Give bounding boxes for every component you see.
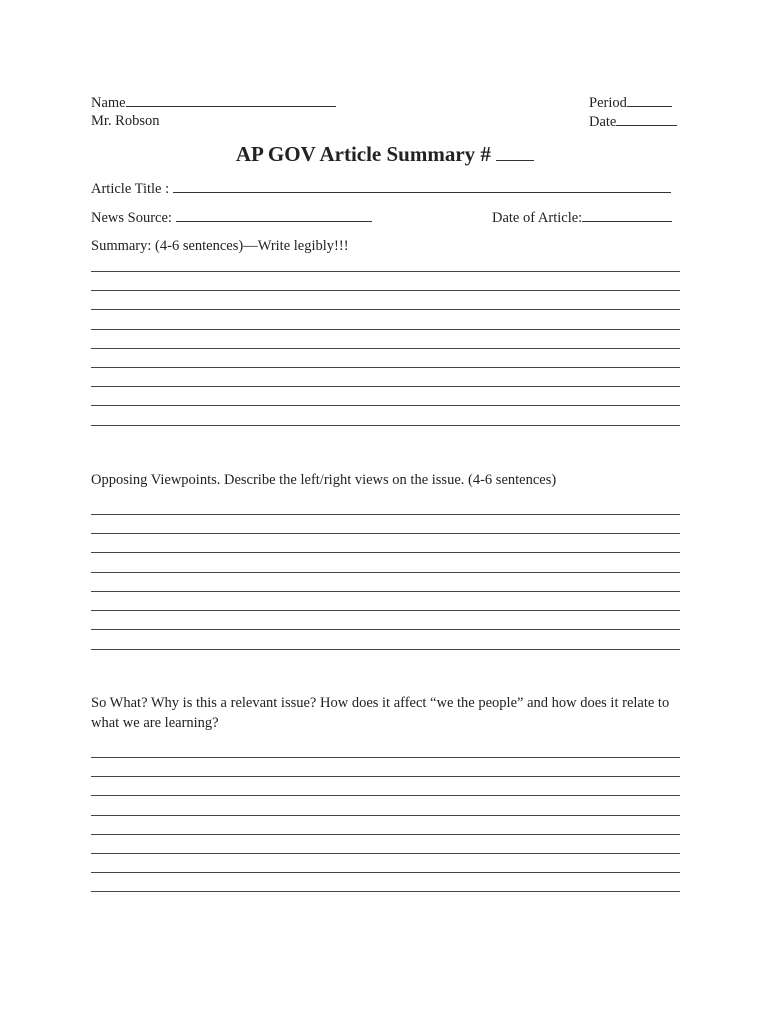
teacher-name: Mr. Robson (91, 113, 160, 129)
so-what-line[interactable] (91, 776, 680, 777)
article-title-blank[interactable] (173, 179, 671, 193)
summary-line[interactable] (91, 271, 680, 272)
period-field[interactable] (589, 93, 672, 112)
news-source-label: News Source: (91, 210, 172, 226)
summary-line[interactable] (91, 348, 680, 349)
summary-line[interactable] (91, 290, 680, 291)
news-source-field[interactable] (91, 208, 372, 227)
news-source-blank[interactable] (176, 208, 372, 222)
summary-line[interactable] (91, 425, 680, 426)
summary-line[interactable] (91, 329, 680, 330)
summary-line[interactable] (91, 367, 680, 368)
so-what-line[interactable] (91, 853, 680, 854)
opposing-line[interactable] (91, 552, 680, 553)
opposing-line[interactable] (91, 591, 680, 592)
so-what-prompt: So What? Why is this a relevant issue? How does it affect “we the people” and how does it relate to what we are learning? (91, 695, 670, 731)
opposing-viewpoints-prompt: Opposing Viewpoints. Describe the left/right views on the issue. (4-6 sentences) (91, 472, 557, 488)
period-label: Period (589, 95, 627, 111)
date-of-article-blank[interactable] (582, 208, 672, 222)
date-blank[interactable] (616, 112, 677, 126)
so-what-line[interactable] (91, 795, 680, 796)
date-of-article-label: Date of Article: (492, 210, 583, 226)
opposing-line[interactable] (91, 629, 680, 630)
opposing-line[interactable] (91, 533, 680, 534)
so-what-line[interactable] (91, 815, 680, 816)
name-label: Name (91, 95, 126, 111)
so-what-line[interactable] (91, 872, 680, 873)
summary-line[interactable] (91, 386, 680, 387)
summary-prompt: Summary: (4-6 sentences)—Write legibly!!! (91, 238, 349, 254)
name-field[interactable] (91, 93, 336, 112)
article-title-field[interactable] (91, 179, 671, 198)
so-what-line[interactable] (91, 891, 680, 892)
date-field[interactable] (589, 112, 677, 131)
so-what-line[interactable] (91, 757, 680, 758)
date-of-article-field[interactable] (492, 208, 672, 227)
summary-number-blank[interactable] (496, 143, 534, 161)
page-title-text: AP GOV Article Summary # (235, 142, 491, 166)
opposing-line[interactable] (91, 649, 680, 650)
article-title-label: Article Title : (91, 181, 170, 197)
period-blank[interactable] (627, 93, 672, 107)
opposing-line[interactable] (91, 610, 680, 611)
so-what-line[interactable] (91, 834, 680, 835)
page-title (0, 142, 770, 167)
summary-line[interactable] (91, 309, 680, 310)
name-blank[interactable] (126, 93, 336, 107)
date-label: Date (589, 114, 617, 130)
summary-line[interactable] (91, 405, 680, 406)
opposing-line[interactable] (91, 514, 680, 515)
opposing-line[interactable] (91, 572, 680, 573)
